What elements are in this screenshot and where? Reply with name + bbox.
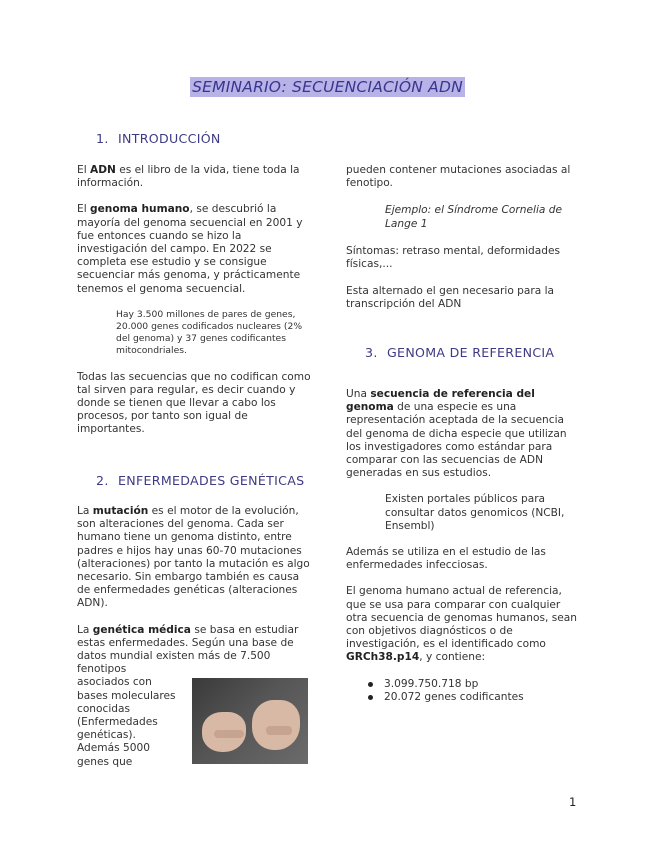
intro-note: Hay 3.500 millones de pares de genes, 20.000 genes codificados nucleares (2% del genoma) y 37 genes codificantes mitocondriales.: [116, 308, 303, 357]
section-1-number: 1.: [96, 131, 109, 146]
list-item: 3.099.750.718 bp: [364, 678, 578, 691]
hands-photo: [192, 678, 308, 764]
right-paragraph-1: pueden contener mutaciones asociadas al fenotipo.: [346, 164, 571, 190]
left-column: [77, 164, 313, 437]
grch38-paragraph: El genoma humano actual de referencia, que se usa para comparar con cualquier otra secuencia de genomas humanos, sean con objetivos diagnósticos o de investigación, es el identificado como GRCh38.p14, y contiene:: [346, 585, 577, 664]
section-3-title: GENOMA DE REFERENCIA: [387, 345, 555, 360]
section-2-title: ENFERMEDADES GENÉTICAS: [118, 473, 305, 488]
portals-note: Existen portales públicos para consultar datos genomicos (NCBI, Ensembl): [385, 493, 565, 532]
medical-genetics-paragraph: La genética médica se basa en estudiar estas enfermedades. Según una base de datos mundial existen más de 7.500: [77, 623, 299, 663]
genome-stats-list: [364, 678, 578, 704]
finger-detail-2: [266, 726, 292, 735]
section-3-heading: [365, 345, 554, 360]
section-1-heading: [96, 131, 221, 146]
section-3-number: 3.: [365, 345, 378, 360]
document-title-wrap: [0, 77, 655, 96]
finger-detail: [214, 730, 244, 738]
section-1-title: INTRODUCCIÓN: [118, 131, 221, 146]
intro-paragraph-2: El genoma humano, se descubrió la mayoría del genoma secuencial en 2001 y fue entonces cuando se hizo la investigación del campo. En 2022 se completa ese estudio y se consigue secuenciar más genoma, y prácticamente tenemos el genoma secuencial.: [77, 203, 303, 295]
list-item: 20.072 genes codificantes: [364, 691, 578, 704]
medical-genetics-wrap: fenotipos asociados con bases moleculares conocidas (Enfermedades genéticas). Además 5000 genes que: [77, 663, 176, 768]
symptoms-paragraph: Síntomas: retraso mental, deformidades físicas,...: [346, 244, 561, 271]
intro-paragraph-3: Todas las secuencias que no codifican como tal sirven para regular, es decir cuando y donde se tienen que llevar a cabo los procesos, por tanto son igual de importantes.: [77, 370, 311, 436]
infectious-paragraph: Además se utiliza en el estudio de las enfermedades infecciosas.: [346, 546, 546, 572]
right-hand-shape: [252, 700, 300, 750]
reference-definition-paragraph: Una secuencia de referencia del genoma de una especie es una representación aceptada de la secuencia del genoma de dicha especie que utilizan los investigadores como estándar para comparar con las secuencias de ADN generadas en sus estudios.: [346, 388, 567, 480]
mutation-paragraph: La mutación es el motor de la evolución, son alteraciones del genoma. Cada ser humano tiene un genoma distinto, entre padres e hijos hay unas 60-70 mutaciones (alteraciones) por tanto la mutación es algo necesario. Sin embargo también es causa de enfermedades genéticas (alteraciones ADN).: [77, 505, 310, 610]
intro-paragraph-1: El ADN es el libro de la vida, tiene toda la información.: [77, 164, 300, 190]
document-title: SEMINARIO: SECUENCIACIÓN ADN: [192, 78, 463, 96]
section-2-heading: [96, 473, 304, 488]
page-number: 1: [569, 795, 577, 809]
right-column-section-3: [346, 388, 578, 704]
section-2-number: 2.: [96, 473, 109, 488]
right-column: [346, 164, 578, 312]
gene-paragraph: Esta alternado el gen necesario para la transcripción del ADN: [346, 285, 555, 311]
example-cornelia: Ejemplo: el Síndrome Cornelia de Lange 1: [385, 204, 562, 230]
